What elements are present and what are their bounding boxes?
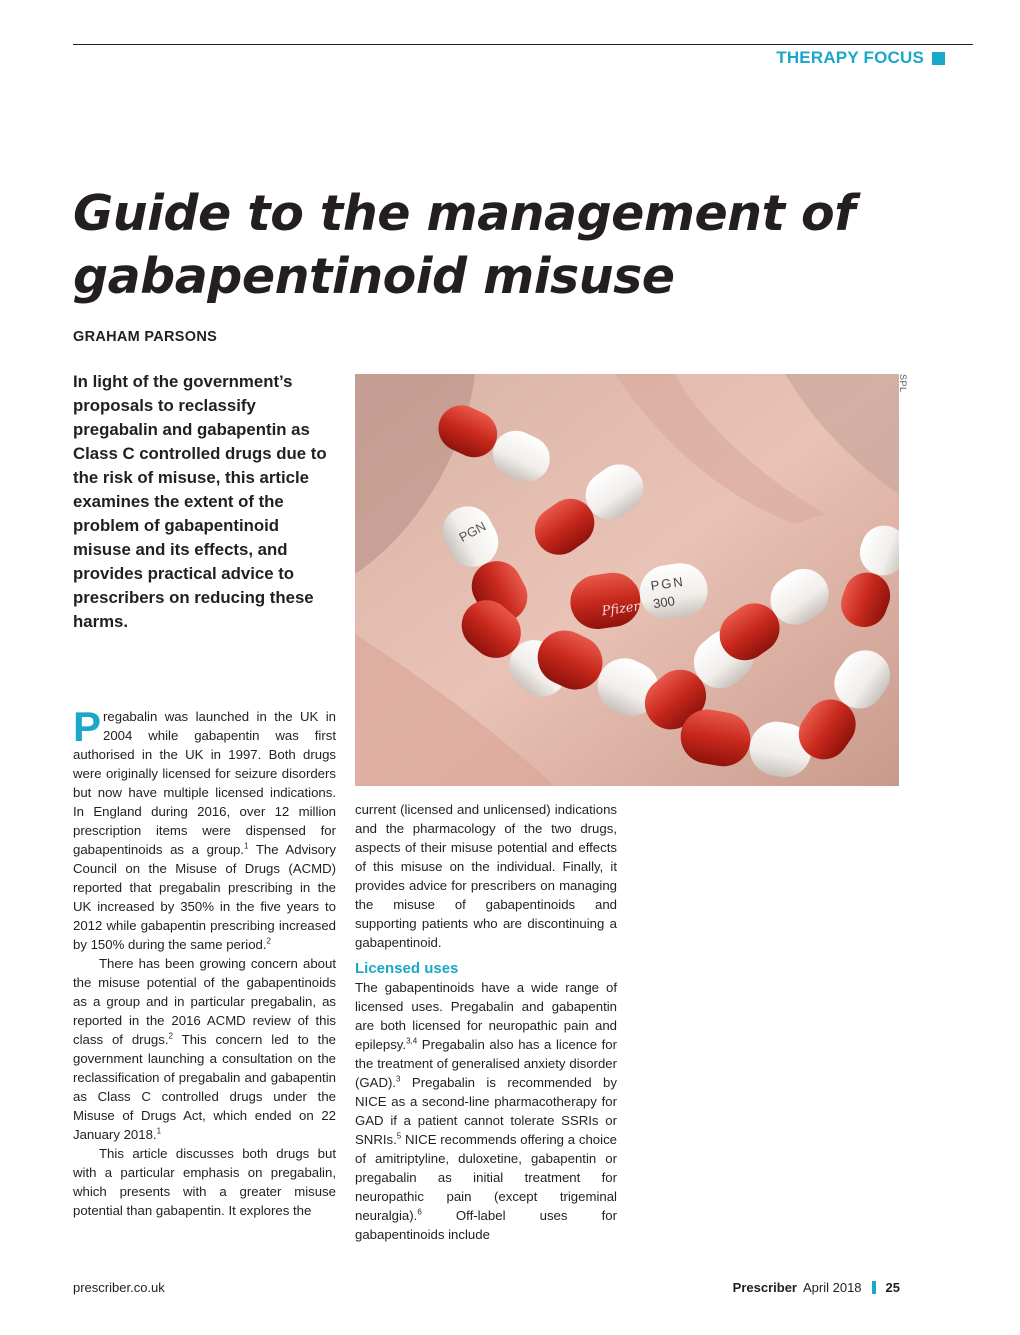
capsules-in-hand-image [355,374,899,786]
footer-issue-date: April 2018 [802,1280,862,1295]
title-line-1: Guide to the management of [73,185,856,242]
footer-website: prescriber.co.uk [73,1280,165,1295]
reference-marker: 3,4 [406,1036,418,1046]
capsules-photo [355,374,899,786]
drop-cap: P [73,703,102,750]
body-column-1 [73,703,337,1220]
photo-credit [896,374,908,404]
section-label-text: THERAPY FOCUS [776,48,924,67]
page-number: 25 [885,1280,900,1295]
photo-credit-text: SPL [898,374,908,393]
paragraph-4: The gabapentinoids have a wide range of licensed uses. Pregabalin and gabapentin are both licensed for neuropathic pain and epilepsy.$^{3,4}$ Pregabalin also has a licence for the treatment of generalised anxiety disorder (GAD).$^3$ Pregabalin is recommended by NICE as a second-line pharmacotherapy for GAD if a patient cannot tolerate SSRIs or SNRIs.$^5$ NICE recommends offering a choice of amitriptyline, duloxetine, gabapentin or pregabalin as initial treatment for neuropathic pain (except trigeminal neuralgia).$^6$ Off-label uses for gabapentinoids include [355,980,617,1242]
reference-marker: 6 [417,1207,422,1217]
svg-text:Pfizer: Pfizer [600,599,641,620]
paragraph-3a: This article discusses both drugs but with a particular emphasis on pregabalin, which presents with a greater misuse potential than gabapentin. It explores the [73,1146,336,1218]
reference-marker: 5 [396,1131,402,1141]
author-byline: GRAHAM PARSONS [73,329,218,345]
paragraph-2: There has been growing concern about the misuse potential of the gabapentinoids as a group and in particular pregabalin, as reported in the 2016 ACMD review of this class of drugs.$^2$ This concern led to the government launching a consultation on the reclassification of pregabalin and gabapentin as Class C controlled drugs under the Misuse of Drugs Act, which ended on 22 January 2018.$^1$ [73,956,337,1142]
subheading-licensed-uses: Licensed uses [355,960,459,977]
reference-marker: 3 [396,1074,401,1084]
reference-marker: 1 [243,841,249,851]
paragraph-3b: current (licensed and unlicensed) indications and the pharmacology of the two drugs, aspects of their misuse potential and effects of this misuse on the individual. Finally, it provides advice for prescribers on managing the misuse of gabapentinoids and supporting patients who are discontinuing a gabapentinoid. [355,802,617,950]
title-line-2: gabapentinoid misuse [73,248,675,305]
reference-marker: 1 [156,1126,162,1136]
paragraph-1: Pregabalin was launched in the UK in 2004 while gabapentin was first authorised in the UK in 1997. Both drugs were originally licensed for seizure disorders but now have multiple licensed indications. In England during 2016, over 12 million prescription items were dispensed for gabapentinoids as a group.$^1$ The Advisory Council on the Misuse of Drugs (ACMD) reported that pregabalin prescribing in the UK increased by 350% in the five years to 2012 while gabapentin prescribing increased by 150% during the same period.$^2$ [73,703,337,952]
standfirst: In light of the government’s proposals to reclassify pregabalin and gabapentin as Class C controlled drugs due to the risk of misuse, this article examines the extent of the problem of gabapentinoid misuse and its effects, and provides practical advice to prescribers on reducing these harms. [73,372,327,631]
footer-magazine-name: Prescriber [732,1280,797,1295]
footer-divider [872,1281,876,1294]
body-column-2 [355,800,617,1244]
article-title [73,182,953,308]
svg-text:PGN: PGN [456,518,489,545]
section-label [776,48,945,68]
header-rule [73,44,973,45]
square-bullet-icon [932,52,945,65]
reference-marker: 2 [266,936,271,946]
reference-marker: 2 [168,1031,173,1041]
svg-text:300: 300 [652,593,676,612]
svg-text:PGN: PGN [649,573,686,594]
footer-issue-info [733,1280,900,1295]
